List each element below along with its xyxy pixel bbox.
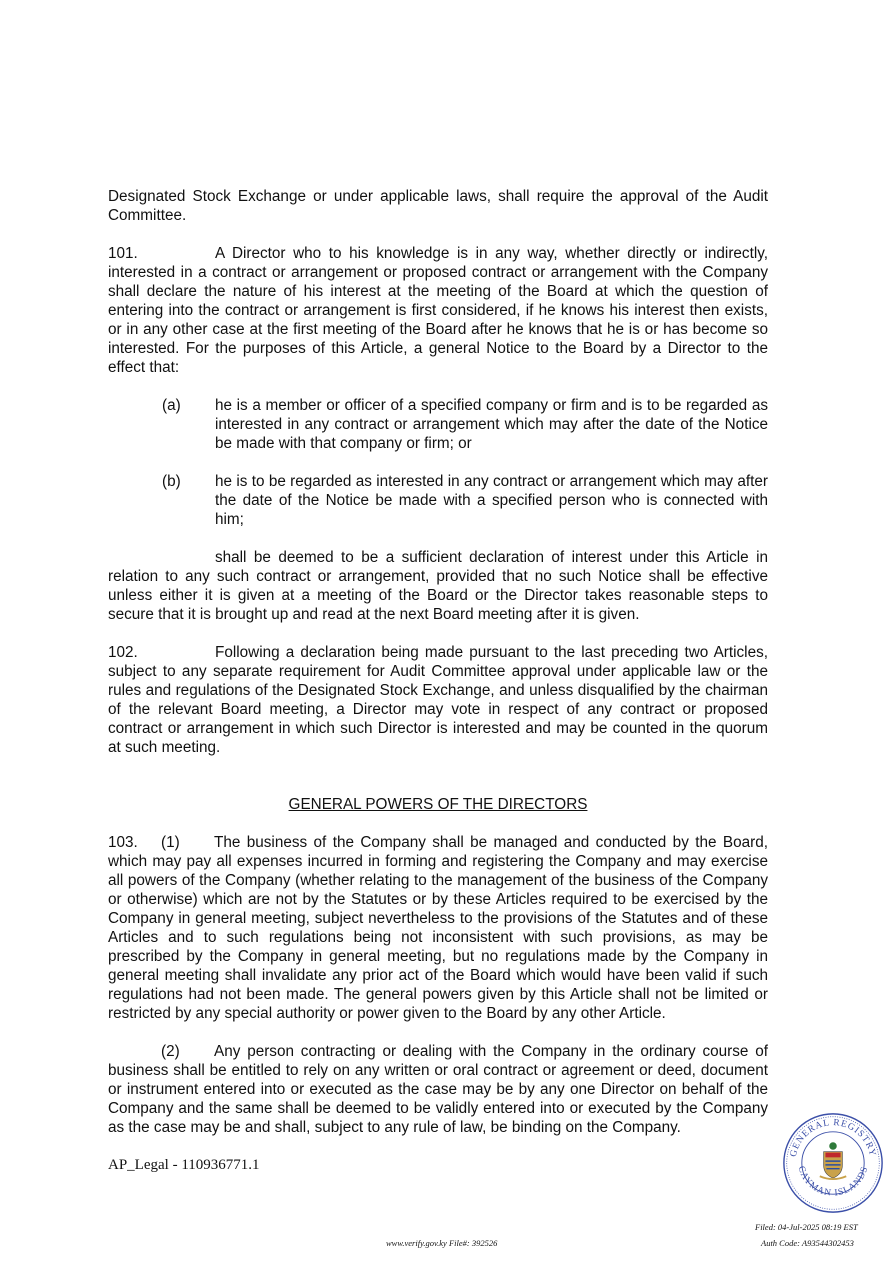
list-item-b bbox=[162, 472, 768, 529]
article-text: Following a declaration being made pursuant to the last preceding two Articles, subject to any separate requirement for Audit Committee approval under applicable law or the rules and regulations of the Designated Stock Exchange, and unless disqualified by the chairman of the relevant Board meeting, a Director may vote in respect of any contract or proposed contract or arrangement in which such Director is interested and may be counted in the quorum at such meeting. bbox=[108, 644, 768, 756]
filed-date: Filed: 04-Jul-2025 08:19 EST bbox=[755, 1222, 858, 1232]
registry-seal bbox=[782, 1112, 884, 1214]
article-103-2 bbox=[108, 1042, 768, 1137]
seal-bottom-text: CAYMAN ISLANDS bbox=[795, 1165, 871, 1199]
verify-url: www.verify.gov.ky File#: 392526 bbox=[386, 1238, 498, 1248]
sub-label: (1) bbox=[161, 834, 180, 851]
article-text: A Director who to his knowledge is in any way, whether directly or indirectly, interested in a contract or arrangement or proposed contract or arrangement with the Company shall declare the nature of his interest at the meeting of the Board at which the question of entering into the contract or arrangement is first considered, if he knows his interest then exists, or in any other case at the first meeting of the Board after he knows that he is or has become so interested. For the purposes of this Article, a general Notice to the Board by a Director to the effect that: bbox=[108, 245, 768, 376]
item-text: he is to be regarded as interested in any contract or arrangement which may after the date of the Notice be made with a specified person who is connected with him; bbox=[215, 473, 768, 528]
item-text: he is a member or officer of a specified company or firm and is to be regarded as interested in any contract or arrangement which may after the date of the Notice be made with that company or firm; or bbox=[215, 397, 768, 452]
article-text: Any person contracting or dealing with the Company in the ordinary course of business shall be entitled to rely on any written or oral contract or agreement or deed, document or instrument entered into or executed as the case may be by any one Director on behalf of the Company and the same shall be deemed to be validly entered into or executed by the Company as the case may be and shall, subject to any rule of law, be binding on the Company. bbox=[108, 1043, 768, 1136]
coat-of-arms-icon bbox=[820, 1142, 846, 1179]
continuation-paragraph: Designated Stock Exchange or under applicable laws, shall require the approval of the Audit Committee. bbox=[108, 188, 768, 224]
list-item-a bbox=[162, 396, 768, 453]
article-101 bbox=[108, 244, 768, 377]
article-text: The business of the Company shall be managed and conducted by the Board, which may pay all expenses incurred in forming and registering the Company and may exercise all powers of the Company (whether relating to the management of the business of the Company or otherwise) which are not by the Statutes or by these Articles required to be exercised by the Company in general meeting, subject nevertheless to the provisions of the Statutes and of these Articles and to such regulations being not inconsistent with such provisions, as may be prescribed by the Company in general meeting, but no regulations made by the Company in general meeting shall invalidate any prior act of the Board which would have been valid if such regulations had not been made. The general powers given by this Article shall not be limited or restricted by any special authority or power given to the Board by any other Article. bbox=[108, 834, 768, 1022]
document-reference: AP_Legal - 110936771.1 bbox=[108, 1157, 260, 1173]
article-103-1 bbox=[108, 833, 768, 1023]
document-body bbox=[108, 187, 768, 1175]
article-101-closing: shall be deemed to be a sufficient declaration of interest under this Article in relation to any such contract or arrangement, provided that no such Notice shall be effective unless either it is given at a meeting of the Board or the Director takes reasonable steps to secure that it is brought up and read at the next Board meeting after it is given. bbox=[108, 549, 768, 623]
sub-label: (2) bbox=[161, 1043, 180, 1060]
section-heading: GENERAL POWERS OF THE DIRECTORS bbox=[288, 796, 588, 813]
auth-code: Auth Code: A93544302453 bbox=[761, 1238, 854, 1248]
seal-top-text: GENERAL REGISTRY bbox=[788, 1118, 878, 1158]
article-number: 102. bbox=[108, 644, 138, 661]
article-number: 103. bbox=[108, 834, 138, 851]
item-label: (b) bbox=[162, 473, 181, 490]
item-label: (a) bbox=[162, 397, 181, 414]
article-102 bbox=[108, 643, 768, 757]
article-number: 101. bbox=[108, 245, 138, 262]
